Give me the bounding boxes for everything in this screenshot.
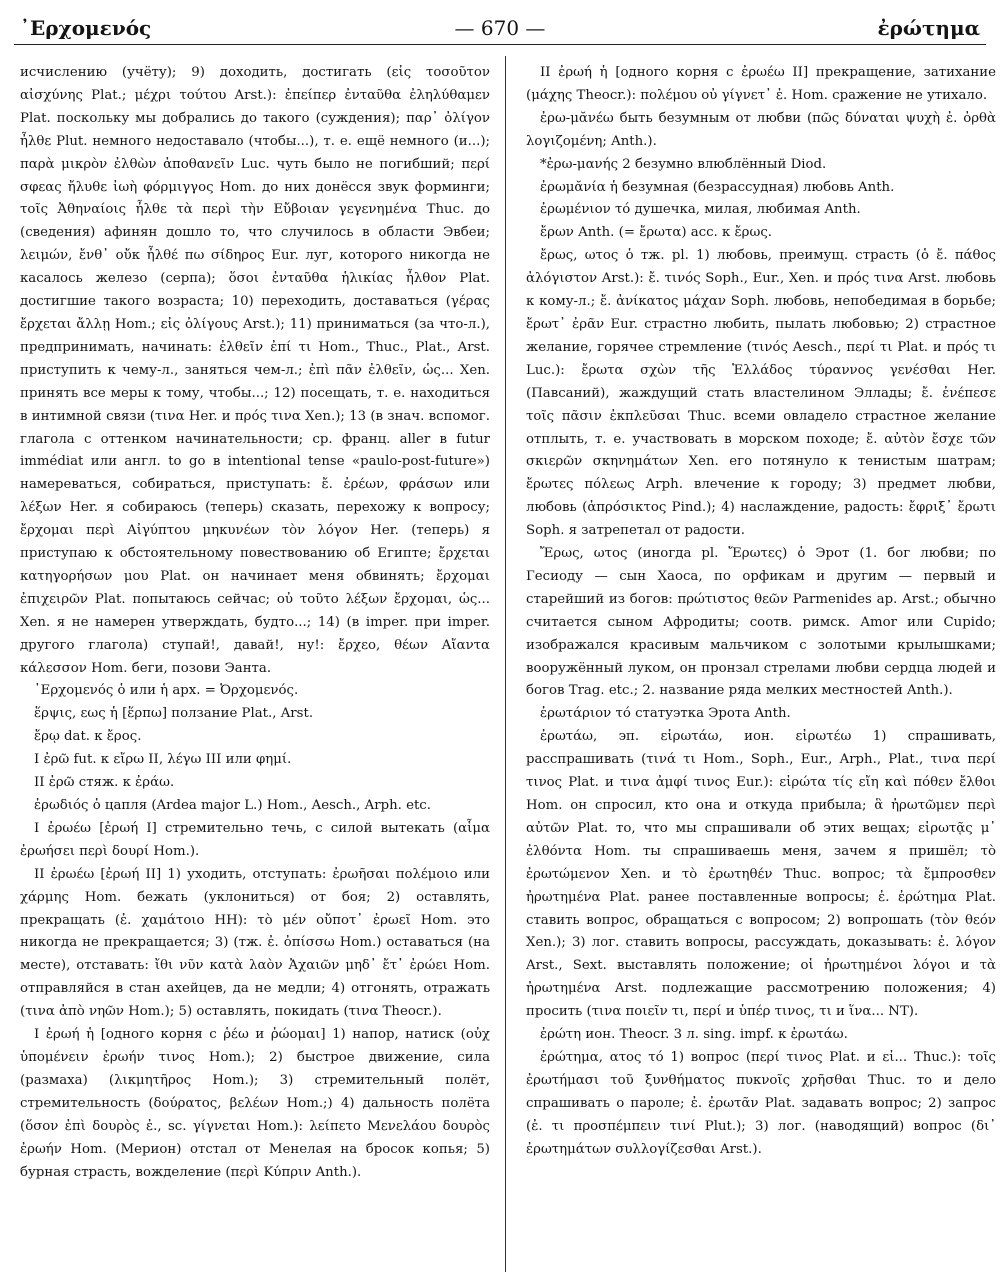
right-column [526,62,996,1276]
entry: исчислению (учёту); 9) доходить, достигать (εἰς τοσοῦτον αἰσχύνης Plat.; μέχρι τούτου Arst.): ἐπείπερ ἐνταῦθα ἐληλύθαμεν Plat. поскольку мы добрались до такого (суждения); παρ᾿ ὀλίγον ἦλθε Plut. немного недоставало (чтобы...), т. е. ещё немного (и...); παρὰ μικρὸν ἐλθὼν ἀποθανεῖν Luc. чуть было не погибший; περί σφεας ἤλυθε ἰωὴ φόρμιγγος Hom. до них донёсся звук форминги; τοῖς Ἀθηναίοις ἦλθε τὰ περὶ τὴν Εὔβοιαν γεγενημένα Thuc. до (сведения) афинян дошло то, что случилось в области Эвбеи; λειμών, ἔνθ᾿ οὔκ ἦλθέ πω σίδηρος Eur. луг, которого никогда не касалось железо (серпа); ὅσοι ἐνταῦθα ἡλικίας ἦλθον Plat. достигшие такого возраста; 10) переходить, доставаться (γέρας ἔρχεται ἄλλῃ Hom.; εἰς ὀλίγους Arst.); 11) приниматься (за что-л.), предпринимать, начинать: ἐλθεῖν ἐπί τι Hom., Thuc., Plat., Arst. приступить к чему-л., заняться чем-л.; ἐπὶ πᾶν ἐλθεῖν, ὡς... Xen. принять все меры к тому, чтобы...; 12) посещать, т. е. находиться в интимной связи (τινα Her. и πρός τινα Xen.); 13 (в знач. вспомог. глагола с оттенком начинательности; ср. франц. aller в futur immédiat или англ. to go в intentional tense «paulo-post-future») намереваться, собираться, приступать: ἔ. ἐρέων, φράσων или λέξων Her. я собираюсь (теперь) сказать, перехожу к вопросу; ἔρχομαι περὶ Αἰγύπτου μηκυνέων τὸν λόγον Her. (теперь) я приступаю к обстоятельному повествованию об Египте; ἔρχεται κατηγορήσων μου Plat. он начинает меня обвинять; ἔρχομαι ἐπιχειρῶν Plat. попытаюсь сейчас; οὐ τοῦτο λέξων ἔρχομαι, ὡς... Xen. я не намерен утверждать, будто...; 14) (в imper. при imper. другого глагола) ступай!, давай!, ну!: ἔρχεο, θέων Αἴαντα κάλεσσον Hom. беги, позови Эанта. [20,65,490,676]
entry: ἐρωτάω, эп. εἰρωτάω, ион. εἰρωτέω 1) спрашивать, расспрашивать (τινά τι Hom., Soph., Eur., Arph., Plat., τινα περί τινος Plat. и τινα ἀμφί τινος Eur.): εἰρώτα τίς εἴη καὶ πόθεν ἔλθοι Hom. он спросил, кто она и откуда прибыла; ἃ ἠρωτῶμεν περὶ αὐτῶν Plat. то, что мы спрашивали об этих вещах; εἰρωτᾷς μ᾿ ἐλθόντα Hom. ты спрашиваешь меня, зачем я пришёл; τὸ ἐρωτώμενον Xen. и τὸ ἐρωτηθέν Thuc. вопрос; τὰ ἔμπροσθεν ἠρωτημένα Plat. ранее поставленные вопросы; ἐ. ἐρώτημα Plat. ставить вопрос, обращаться с вопросом; 2) вопрошать (τὸν θεόν Xen.); 3) лог. ставить вопросы, рассуждать, доказывать: ἐ. λόγον Arst., Sext. выставлять положение; οἱ ἠρωτημένοι λόγοι и τὰ ἠρωτημένα Arst. подлежащие рассмотрению положения; 4) просить (τινα ποιεῖν τι, περί и ὑπέρ τινος, τι и ἵνα... NT). [526,729,996,1020]
header-left-headword: ᾿Ερχομενός [20,16,152,40]
entry: ἐρωτάριον τό статуэтка Эрота Anth. [540,706,791,722]
entry: ἐρωδιός ὁ цапля (Ardea major L.) Hom., Aesch., Arph. etc. [34,798,431,813]
entry: ἔρων Anth. (= ἔρωτα) acc. к ἔρως. [540,225,773,241]
entry: II ἐρωή ἡ [одного корня с ἐρωέω II] прекращение, затихание (μάχης Theocr.): πολέμου οὐ γίγνετ᾿ ἐ. Hom. сражение не утихало. [526,65,996,103]
entry: I ἐρωέω [ἐρωή I] стремительно течь, с силой вытекать (αἷμα ἐρωήσει περὶ δουρί Hom.). [20,820,490,859]
entry: ἔρῳ dat. к ἔρος. [34,729,142,745]
left-column [20,62,490,1276]
columns [20,62,996,1276]
entry: I ἐρωή ἡ [одного корня с ῥέω и ῥώομαι] 1) напор, натиск (οὐχ ὑπομένειν ἐρωήν τινος Hom.); 2) быстрое движение, сила (размаха) (λικμητῆρος Hom.); 3) стремительный полёт, стремительность (δούρατος, βελέων Hom.;) 4) дальность полёта (ὅσον ἐπὶ δουρὸς ἐ., sc. γίγνεται Hom.): λείπετο Μενελάου δουρὸς ἐρωήν Hom. (Мерион) отстал от Менелая на бросок копья; 5) бурная страсть, вожделение (περὶ Κύπριν Anth.). [20,1027,490,1180]
entry: Ἔρως, ωτος (иногда pl. Ἔρωτες) ὁ Эрот (1. бог любви; по Гесиоду — сын Хаоса, по орфикам и другим — первый и старейший из богов: πρώτιστος θεῶν Parmenides ap. Arst.; обычно считается сыном Афродиты; соотв. римск. Amor или Cupido; изображался красивым мальчиком с золотыми крылышками; вооружённый луком, он пронзал стрелами любви сердца людей и богов Trag. etc.; 2. название ряда мелких местностей Anth.). [526,546,996,699]
entry: I ἐρῶ fut. к εἴρω II, λέγω III или φημί. [34,752,292,768]
entry: ἐρώτη ион. Theocr. 3 л. sing. impf. к ἐρωτάω. [540,1027,848,1043]
page-header [14,14,986,45]
entry: ἐρωμᾰνία ἡ безумная (безрассудная) любовь Anth. [540,179,895,195]
entry: ἐρώτημα, ατος τό 1) вопрос (περί τινος Plat. и εἰ... Thuc.): τοῖς ἐρωτήμασι τοῦ ξυνθήματος πυκνοῖς χρῆσθαι Thuc. то и дело спрашивать о пароле; ἐ. ἐρωτᾶν Plat. задавать вопрос; 2) запрос (ἐ. τι προσπέμπειν τινί Plut.); 3) лог. (наводящий) вопрос (δι᾿ ἐρωτημάτων συλλογίζεσθαι Arst.). [526,1049,996,1157]
header-right-headword: ἐρώτημα [877,16,980,40]
page-number: — 670 — [454,16,546,40]
entry: ἐρω-μᾰνέω быть безумным от любви (πῶς δύναται ψυχὴ ἐ. ὀρθὰ λογιζομένη; Anth.). [526,110,996,149]
entry: II ἐρωέω [ἐρωή II] 1) уходить, отступать: ἐρωῆσαι πολέμοιο или χάρμης Hom. бежать (уклониться) от боя; 2) оставлять, прекращать (ἐ. χαμάτοιο HH): τὸ μέν οὔποτ᾿ ἐρωεῖ Hom. это никогда не прекращается; 3) (тж. ἐ. ὀπίσσω Hom.) оставаться (на месте), отставать: ἴθι νῦν κατὰ λαὸν Ἀχαιῶν μηδ᾿ ἔτ᾿ ἐρώει Hom. отправляйся в стан ахейцев, да не медли; 4) отгонять, отражать (τινα ἀπὸ νηῶν Hom.); 5) оставлять, покидать (τινα Theocr.). [20,866,490,1020]
entry: ἔρως, ωτος ὁ тж. pl. 1) любовь, преимущ. страсть (ὁ ἔ. πάθος ἀλόγιστον Arst.): ἔ. τινός Soph., Eur., Xen. и πρός τινα Arst. любовь к кому-л.; ἔ. ἀνίκατος μάχαν Soph. любовь, непобедимая в борьбе; ἔρωτ᾿ ἐρᾶν Eur. страстно любить, пылать любовью; 2) страстное желание, горячее стремление (τινός Aesch., περί τι Plat. и πρός τι Luc.): ἔρωτα σχὼν τῆς Ἑλλάδος τύραννος γενέσθαι Her. (Павсаний), жаждущий стать властелином Эллады; ἔ. ἐνέπεσε τοῖς πᾶσιν ἐκπλεῦσαι Thuc. всеми овладело страстное желание отплыть, т. е. участвовать в морском походе; ἔ. αὐτὸν ἔσχε τῶν σκιερῶν σκηνημάτων Xen. его потянуло к тенистым шатрам; ἔρωτες πόλεως Arph. влечение к городу; 3) предмет любви, любовь (ἀπρόσικτος Pind.); 4) наслаждение, радость: ἔφριξ᾿ ἔρωτι Soph. я затрепетал от радости. [526,248,996,539]
entry: ἐρωμένιον τό душечка, милая, любимая Anth. [540,202,861,218]
entry: ᾿Ερχομενός ὁ или ἡ арх. = Ὀρχομενός. [34,683,299,699]
entry: *ἐρω-μανής 2 безумно влюблённый Diod. [540,156,827,172]
entry: II ἐρῶ стяж. к ἐράω. [34,775,175,791]
entry: ἕρψις, εως ἡ [ἕρπω] ползание Plat., Arst. [34,706,314,722]
